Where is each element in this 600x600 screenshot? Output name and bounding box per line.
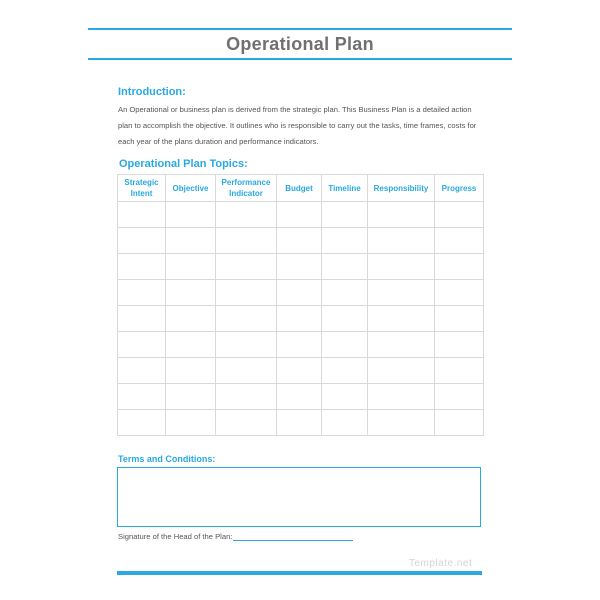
table-row <box>118 384 484 410</box>
table-cell[interactable] <box>435 202 484 228</box>
table-cell[interactable] <box>435 228 484 254</box>
table-cell[interactable] <box>322 254 368 280</box>
table-cell[interactable] <box>216 410 277 436</box>
table-row <box>118 332 484 358</box>
table-cell[interactable] <box>118 384 166 410</box>
table-cell[interactable] <box>435 306 484 332</box>
table-cell[interactable] <box>368 410 435 436</box>
table-cell[interactable] <box>435 358 484 384</box>
table-cell[interactable] <box>166 254 216 280</box>
page-title: Operational Plan <box>226 34 374 54</box>
table-cell[interactable] <box>216 254 277 280</box>
table-cell[interactable] <box>166 384 216 410</box>
column-header-objective: Objective <box>166 175 216 202</box>
table-cell[interactable] <box>368 306 435 332</box>
table-cell[interactable] <box>435 384 484 410</box>
table-cell[interactable] <box>368 332 435 358</box>
table-cell[interactable] <box>118 280 166 306</box>
table-cell[interactable] <box>368 202 435 228</box>
table-cell[interactable] <box>277 202 322 228</box>
signature-row <box>118 531 353 541</box>
table-cell[interactable] <box>435 410 484 436</box>
table-cell[interactable] <box>216 280 277 306</box>
table-cell[interactable] <box>277 228 322 254</box>
table-cell[interactable] <box>118 228 166 254</box>
table-row <box>118 254 484 280</box>
table-cell[interactable] <box>277 254 322 280</box>
bottom-rule <box>117 571 482 575</box>
table-cell[interactable] <box>166 202 216 228</box>
table-cell[interactable] <box>277 280 322 306</box>
introduction-text: An Operational or business plan is derived from the strategic plan. This Business Plan is a detailed action plan to accomplish the objective. It outlines who is responsible to carry out the tasks, time frames, costs for each year of the plans duration and performance indicators. <box>118 105 477 146</box>
table-cell[interactable] <box>322 384 368 410</box>
table-cell[interactable] <box>368 384 435 410</box>
table-cell[interactable] <box>277 332 322 358</box>
column-header-responsibility: Responsibility <box>368 175 435 202</box>
table-cell[interactable] <box>322 228 368 254</box>
table-cell[interactable] <box>166 410 216 436</box>
table-cell[interactable] <box>368 228 435 254</box>
table-row <box>118 358 484 384</box>
table-body <box>118 202 484 436</box>
column-header-strategic-intent: Strategic Intent <box>118 175 166 202</box>
table-cell[interactable] <box>277 358 322 384</box>
column-header-performance-indicator: Performance Indicator <box>216 175 277 202</box>
table-cell[interactable] <box>322 202 368 228</box>
table-cell[interactable] <box>322 358 368 384</box>
column-header-progress: Progress <box>435 175 484 202</box>
table-cell[interactable] <box>435 254 484 280</box>
table-cell[interactable] <box>166 280 216 306</box>
table-cell[interactable] <box>118 332 166 358</box>
column-header-budget: Budget <box>277 175 322 202</box>
table-cell[interactable] <box>118 410 166 436</box>
table-cell[interactable] <box>277 384 322 410</box>
top-rule-lower <box>88 58 512 60</box>
table-row <box>118 410 484 436</box>
signature-line[interactable] <box>233 531 353 541</box>
table-cell[interactable] <box>166 332 216 358</box>
top-rule-upper <box>88 28 512 30</box>
table-row <box>118 306 484 332</box>
table-cell[interactable] <box>322 332 368 358</box>
table-cell[interactable] <box>368 254 435 280</box>
table-cell[interactable] <box>322 280 368 306</box>
terms-box[interactable] <box>117 467 481 527</box>
watermark: Template.net <box>409 558 473 569</box>
table-cell[interactable] <box>216 228 277 254</box>
table-cell[interactable] <box>216 306 277 332</box>
table-cell[interactable] <box>435 280 484 306</box>
table-cell[interactable] <box>118 306 166 332</box>
terms-heading: Terms and Conditions: <box>118 454 216 464</box>
table-row <box>118 202 484 228</box>
table-cell[interactable] <box>216 358 277 384</box>
table-cell[interactable] <box>322 410 368 436</box>
operational-plan-table <box>117 174 484 436</box>
table-row <box>118 280 484 306</box>
table-cell[interactable] <box>322 306 368 332</box>
signature-label: Signature of the Head of the Plan: <box>118 532 233 541</box>
table-cell[interactable] <box>118 254 166 280</box>
table-cell[interactable] <box>368 358 435 384</box>
table-cell[interactable] <box>216 202 277 228</box>
introduction-heading: Introduction: <box>118 86 186 98</box>
table-row <box>118 228 484 254</box>
table-cell[interactable] <box>277 306 322 332</box>
table-cell[interactable] <box>166 228 216 254</box>
table-cell[interactable] <box>435 332 484 358</box>
table-header-row <box>118 175 484 202</box>
table-cell[interactable] <box>118 358 166 384</box>
table-cell[interactable] <box>166 306 216 332</box>
column-header-timeline: Timeline <box>322 175 368 202</box>
table-cell[interactable] <box>118 202 166 228</box>
table-cell[interactable] <box>368 280 435 306</box>
topics-heading: Operational Plan Topics: <box>119 158 248 170</box>
table-cell[interactable] <box>216 332 277 358</box>
table-cell[interactable] <box>216 384 277 410</box>
table-cell[interactable] <box>277 410 322 436</box>
table-cell[interactable] <box>166 358 216 384</box>
